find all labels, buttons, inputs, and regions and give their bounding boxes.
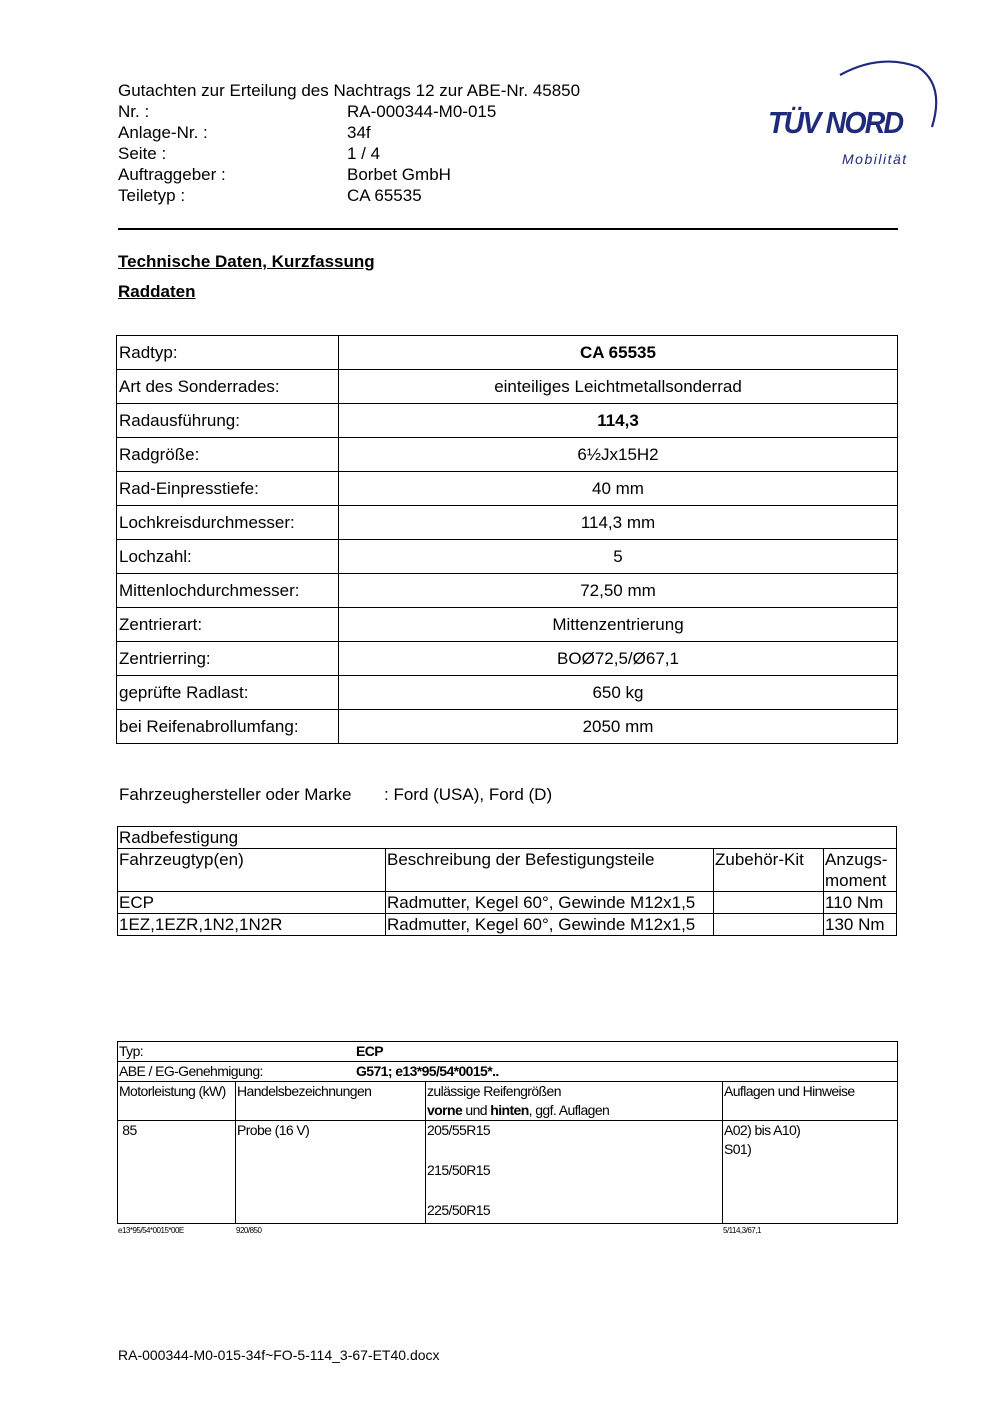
- header-row-nr: [118, 101, 580, 122]
- tire-size: 205/55R15: [427, 1122, 491, 1138]
- header-row-anlage: [118, 122, 580, 143]
- header-label: Nr. :: [118, 102, 150, 121]
- row-value: 72,50 mm: [339, 574, 898, 608]
- header-divider: [118, 228, 898, 230]
- row-label: Mittenlochdurchmesser:: [117, 574, 339, 608]
- footnote-wheel-code: 5/114,3/67,1: [723, 1226, 761, 1235]
- cell-kit: [714, 892, 824, 914]
- header-title: Gutachten zur Erteilung des Nachtrags 12 zur ABE-Nr. 45850: [118, 81, 581, 100]
- reifen-vorne: vorne: [427, 1102, 463, 1118]
- header-value: Borbet GmbH: [347, 165, 451, 184]
- cell-beschreibung: Radmutter, Kegel 60°, Gewinde M12x1,5: [386, 914, 714, 936]
- header-label: Auftraggeber :: [118, 165, 226, 184]
- row-label: Rad-Einpresstiefe:: [117, 472, 339, 506]
- column-header: Zubehör-Kit: [714, 849, 824, 892]
- header-row-auftraggeber: [118, 164, 580, 185]
- table-row: [117, 370, 898, 404]
- header-label: Seite :: [118, 144, 167, 163]
- cell-moment: 130 Nm: [824, 914, 897, 936]
- header-value: RA-000344-M0-015: [347, 102, 497, 121]
- table-row: [118, 1121, 898, 1224]
- document-header: [118, 80, 580, 206]
- table-row: [117, 438, 898, 472]
- footnote-weight: 920/850: [236, 1226, 262, 1235]
- abe-line: [119, 1062, 896, 1081]
- motor-value: 85: [122, 1122, 137, 1138]
- table-row: [117, 710, 898, 744]
- row-label: Zentrierart:: [117, 608, 339, 642]
- table-row: [117, 404, 898, 438]
- cell-typ: 1EZ,1EZR,1N2,1N2R: [118, 914, 386, 936]
- table-row: [117, 336, 898, 370]
- table-title-row: [118, 827, 897, 849]
- maker-label: Fahrzeughersteller oder Marke: [119, 785, 352, 804]
- row-label: Lochzahl:: [117, 540, 339, 574]
- row-value: einteiliges Leichtmetallsonderrad: [339, 370, 898, 404]
- row-label: Radtyp:: [117, 336, 339, 370]
- raddaten-table: [116, 335, 898, 744]
- reifen-und: und: [462, 1102, 491, 1118]
- reifen-header-line2: [427, 1101, 721, 1120]
- column-header-handel: Handelsbezeichnungen: [236, 1082, 426, 1121]
- header-label: Anlage-Nr. :: [118, 123, 208, 142]
- row-label: Zentrierring:: [117, 642, 339, 676]
- typ-header-row: [118, 1082, 898, 1121]
- row-value: Mittenzentrierung: [339, 608, 898, 642]
- row-value: CA 65535: [339, 336, 898, 370]
- auflagen-line: A02) bis A10): [724, 1122, 801, 1138]
- logo-subtitle: Mobilität: [842, 151, 908, 167]
- auflagen-line: S01): [724, 1141, 752, 1157]
- table-header-row: [118, 849, 897, 892]
- header-row-teiletyp: [118, 185, 580, 206]
- header-row-seite: [118, 143, 580, 164]
- table-row: [117, 642, 898, 676]
- row-value: 650 kg: [339, 676, 898, 710]
- row-value: 114,3 mm: [339, 506, 898, 540]
- section-heading-raddaten: Raddaten: [118, 282, 196, 301]
- abe-row: [118, 1062, 898, 1082]
- table-row: [118, 914, 897, 936]
- table-row: [118, 892, 897, 914]
- table-row: [117, 676, 898, 710]
- header-value: CA 65535: [347, 186, 422, 205]
- table-title: Radbefestigung: [118, 827, 897, 849]
- table-row: [117, 574, 898, 608]
- tire-size: 225/50R15: [427, 1202, 491, 1218]
- table-row: [117, 506, 898, 540]
- typ-label: Typ:: [119, 1043, 144, 1059]
- abe-label: ABE / EG-Genehmigung:: [119, 1063, 263, 1079]
- abe-cell: [118, 1062, 898, 1082]
- section-heading-technische-daten: Technische Daten, Kurzfassung: [118, 252, 375, 271]
- cell-moment: 110 Nm: [824, 892, 897, 914]
- table-row: [117, 472, 898, 506]
- row-label: Lochkreisdurchmesser:: [117, 506, 339, 540]
- header-value: 34f: [347, 123, 371, 142]
- table-row: [117, 540, 898, 574]
- row-value: 2050 mm: [339, 710, 898, 744]
- typ-line: [119, 1042, 896, 1061]
- logo-wordmark: TÜV NORD: [768, 105, 903, 140]
- row-value: 114,3: [339, 404, 898, 438]
- row-label: Art des Sonderrades:: [117, 370, 339, 404]
- header-label: Teiletyp :: [118, 186, 186, 205]
- cell-motor: [118, 1121, 236, 1224]
- maker-value: : Ford (USA), Ford (D): [384, 785, 553, 804]
- abe-value: G571; e13*95/54*0015*..: [356, 1063, 499, 1079]
- column-header: Fahrzeugtyp(en): [118, 849, 386, 892]
- column-header: Beschreibung der Befestigungsteile: [386, 849, 714, 892]
- header-value: 1 / 4: [347, 144, 381, 163]
- column-header-auflagen: Auflagen und Hinweise: [723, 1082, 898, 1121]
- column-header-reifen: [426, 1082, 723, 1121]
- cell-beschreibung: Radmutter, Kegel 60°, Gewinde M12x1,5: [386, 892, 714, 914]
- tire-size: 215/50R15: [427, 1162, 491, 1178]
- radbefestigung-table: [117, 826, 897, 936]
- footnote-approval-code: e13*95/54*0015*00E: [118, 1226, 184, 1235]
- column-header-motor: Motorleistung (kW): [118, 1082, 236, 1121]
- typ-row: [118, 1042, 898, 1062]
- cell-auflagen: [723, 1121, 898, 1224]
- table-row: [117, 608, 898, 642]
- cell-reifen: [426, 1121, 723, 1224]
- column-header: Anzugs-moment: [824, 849, 897, 892]
- row-value: 6½Jx15H2: [339, 438, 898, 472]
- cell-typ: ECP: [118, 892, 386, 914]
- footer-filename: RA-000344-M0-015-34f~FO-5-114_3-67-ET40.docx: [118, 1347, 440, 1363]
- row-label: geprüfte Radlast:: [117, 676, 339, 710]
- tuv-nord-logo: [760, 55, 945, 175]
- reifen-rest: , ggf. Auflagen: [528, 1102, 610, 1118]
- row-value: 5: [339, 540, 898, 574]
- row-value: 40 mm: [339, 472, 898, 506]
- reifen-header-line1: zulässige Reifengrößen: [427, 1083, 561, 1099]
- row-value: BOØ72,5/Ø67,1: [339, 642, 898, 676]
- cell-kit: [714, 914, 824, 936]
- reifen-hinten: hinten: [490, 1102, 529, 1118]
- row-label: bei Reifenabrollumfang:: [117, 710, 339, 744]
- vehicle-maker-line: [119, 785, 552, 805]
- typ-table: [117, 1041, 898, 1224]
- row-label: Radgröße:: [117, 438, 339, 472]
- typ-value: ECP: [356, 1043, 383, 1059]
- typ-cell: [118, 1042, 898, 1062]
- row-label: Radausführung:: [117, 404, 339, 438]
- cell-handel: Probe (16 V): [236, 1121, 426, 1224]
